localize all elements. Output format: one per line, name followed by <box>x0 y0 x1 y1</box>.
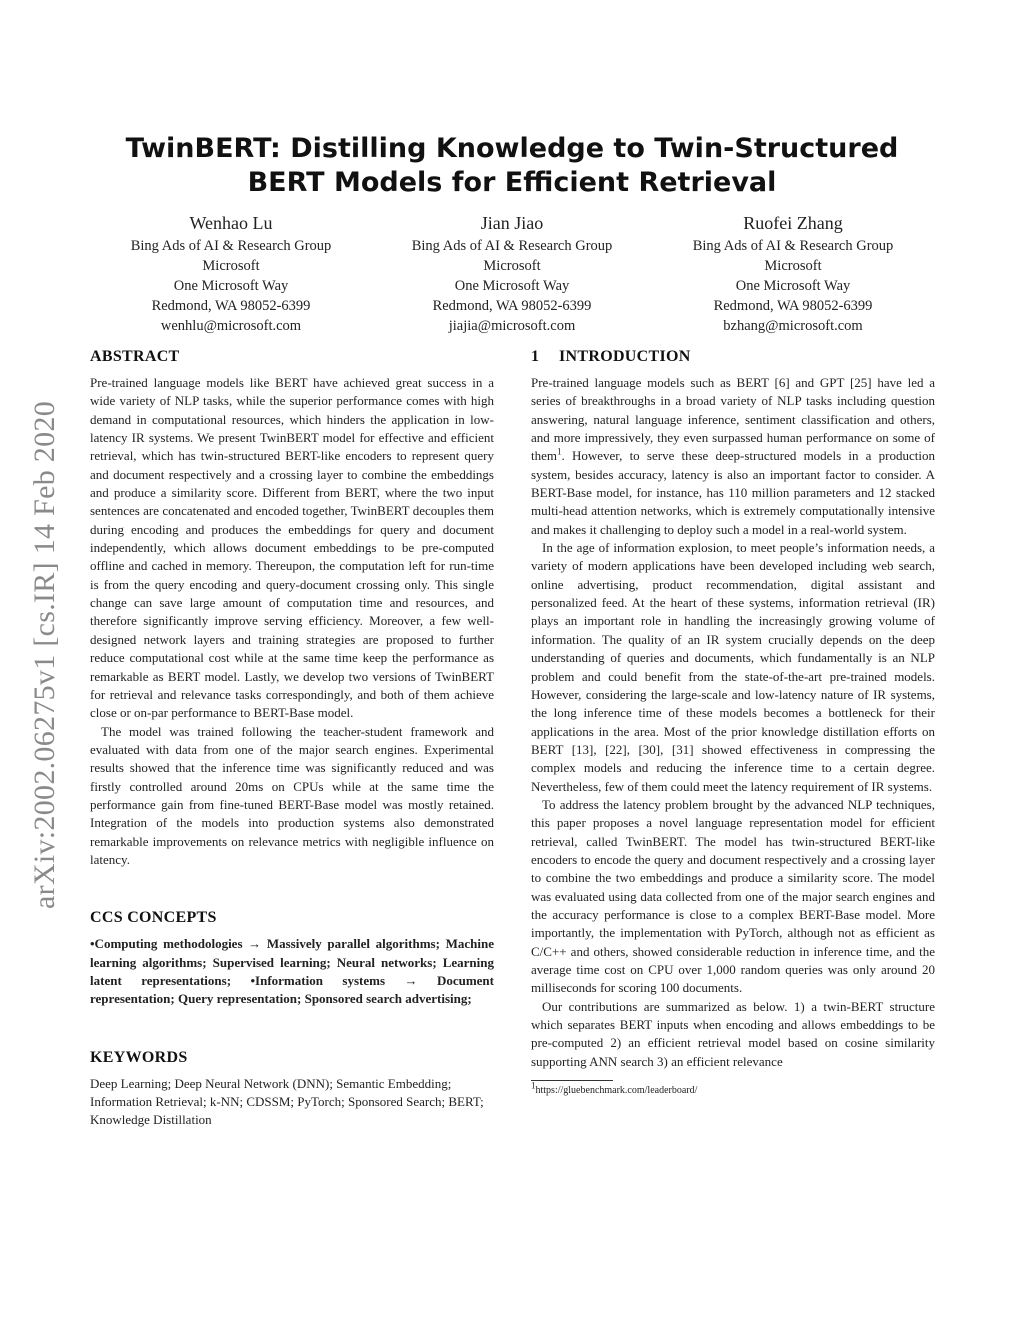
author-org: Microsoft <box>202 258 260 274</box>
author-block <box>100 211 924 336</box>
abstract-paragraph-2: The model was trained following the teacher-student framework and evaluated with data from one of the major search engines. Experimental results showed that the inference time was significantly reduced and was firstly controlled around 20ms on CPUs while at the same time the performance gain from fine-tuned BERT-Base model was mostly retained. Integration of the models into production systems also demonstrated remarkable improvements on relevance metrics with negligible influence on latency. <box>90 723 494 867</box>
intro-paragraph-1: Pre-trained language models such as BERT [6] and GPT [25] have led a series of breakthroughs in a broad variety of NLP tasks including question answering, natural language inference, sentiment classification and others, and more impressively, they even surpassed human performance on some of them$^1$. However, to serve these deep-structured models in a production system, besides accuracy, latency is also an important factor to consider. A BERT-Base model, for instance, has 110 million parameters and 12 stacked multi-head attention networks, which is extremely computationally intensive and makes it challenging to deploy such a model in a real-world system. <box>531 375 935 537</box>
author-2 <box>381 211 643 336</box>
author-affiliation: Bing Ads of AI & Research Group <box>411 238 613 254</box>
introduction-heading <box>531 346 935 368</box>
keywords-text: Deep Learning; Deep Neural Network (DNN); Semantic Embedding; Information Retrieval; k-NN; CDSSM; PyTorch; Sponsored Search; BERT; Knowledge Distillation <box>90 1075 484 1128</box>
footnote-marker[interactable]: 1 <box>557 447 562 458</box>
author-affiliation: Bing Ads of AI & Research Group <box>692 238 894 254</box>
author-city: Redmond, WA 98052-6399 <box>151 298 311 314</box>
intro-paragraph-3: To address the latency problem brought by the advanced NLP techniques, this paper proposes a novel language representation model for efficient retrieval, called TwinBERT. The model has twin-structured BERT-like encoders to encode the query and document respectively and a crossing layer to combine the two embeddings and produce a similarity score. The model was evaluated using data collected from one of the major search engines and the accuracy performance is close to a complex BERT-Base model. More importantly, the implementation with PyTorch, although not as efficient as C/C++ and others, showed considerable reduction in inference time, and the average time cost on CPU over 1,000 random queries was only around 20 milliseconds for scoring 100 documents. <box>531 796 935 996</box>
author-address: One Microsoft Way <box>454 278 570 294</box>
author-name: Ruofei Zhang <box>743 213 843 233</box>
author-address: One Microsoft Way <box>173 278 289 294</box>
abstract-paragraph-1: Pre-trained language models like BERT have achieved great success in a wide variety of NLP tasks, while the superior performance comes with high demand in computational resources, which hinders the application in low-latency IR systems. We present TwinBERT model for effective and efficient retrieval, which has twin-structured BERT-like encoders to represent query and document respectively and a crossing layer to combine the embeddings and produce a similarity score. Different from BERT, where the two input sentences are concatenated and encoded together, TwinBERT decouples them during encoding and produces the embeddings for query and document independently, which allows document embeddings to be pre-computed offline and cached in memory. Thereupon, the computation left for run-time is from the query encoding and query-document crossing only. This single change can save large amount of computation time and resources, and therefore significantly improve serving efficiency. Moreover, a few well-designed network layers and training strategies are proposed to further reduce computational cost while at the same time keep the performance as remarkable as BERT model. Lastly, we develop two versions of TwinBERT for retrieval and relevance tasks correspondingly, and both of them achieve close or on-par performance to BERT-Base model. <box>90 375 494 721</box>
footnote-url[interactable]: https://gluebenchmark.com/leaderboard/ <box>535 1085 698 1097</box>
author-affiliation: Bing Ads of AI & Research Group <box>130 238 332 254</box>
author-city: Redmond, WA 98052-6399 <box>432 298 592 314</box>
footnote-number: 1 <box>531 1080 536 1091</box>
footnote <box>531 1080 935 1097</box>
author-email[interactable]: jiajia@microsoft.com <box>448 318 576 334</box>
arxiv-side-stamp <box>18 360 72 950</box>
author-name: Wenhao Lu <box>189 213 273 233</box>
author-email[interactable]: wenhlu@microsoft.com <box>160 318 302 334</box>
footnote-rule <box>531 1080 613 1081</box>
author-org: Microsoft <box>483 258 541 274</box>
ccs-heading: CCS CONCEPTS <box>90 909 217 927</box>
left-column <box>90 346 494 1130</box>
author-3 <box>662 211 924 336</box>
section-title: INTRODUCTION <box>559 348 691 365</box>
paper-title: TwinBERT: Distilling Knowledge to Twin-Structured BERT Models for Efficient Retrieval <box>125 133 899 198</box>
section-number: 1 <box>531 348 540 365</box>
intro-paragraph-4: Our contributions are summarized as below. 1) a twin-BERT structure which separates BERT inputs when encoding and allows embeddings to be pre-computed 2) an efficient retrieval model based on cosine similarity supporting ANN search 3) an efficient relevance <box>531 998 935 1069</box>
author-city: Redmond, WA 98052-6399 <box>713 298 873 314</box>
keywords-heading: KEYWORDS <box>90 1048 188 1066</box>
right-column <box>531 346 935 1097</box>
arxiv-identifier[interactable]: arXiv:2002.06275v1 [cs.IR] 14 Feb 2020 <box>28 400 62 910</box>
abstract-heading: ABSTRACT <box>90 348 180 365</box>
author-org: Microsoft <box>764 258 822 274</box>
author-name: Jian Jiao <box>480 213 544 233</box>
author-1 <box>100 211 362 336</box>
author-email[interactable]: bzhang@microsoft.com <box>723 318 863 334</box>
intro-paragraph-2: In the age of information explosion, to meet people’s information needs, a variety of modern applications have been developed including web search, online advertising, product recommendation, digital assistant and personalized feed. At the heart of these systems, information retrieval (IR) plays an important role in handling the increasingly growing volume of information. The quality of an IR system crucially depends on the deep understanding of queries and documents, which fundamentally is an NLP problem and could benefit from the state-of-the-art pre-trained models. However, considering the large-scale and low-latency nature of IR systems, the long inference time of these models becomes a bottleneck for their applications in the area. Most of the prior knowledge distillation efforts on BERT [13], [22], [30], [31] showed effectiveness in compressing the complex models and reducing the inference time to a certain degree. Nevertheless, few of them could meet the latency requirement of IR systems. <box>531 540 935 794</box>
ccs-concepts-text: •Computing methodologies → Massively parallel algorithms; Machine learning algorithms; Supervised learning; Neural networks; Learning latent representations; •Information systems → Document representation; Query representation; Sponsored search advertising; <box>90 936 494 1007</box>
author-address: One Microsoft Way <box>735 278 851 294</box>
